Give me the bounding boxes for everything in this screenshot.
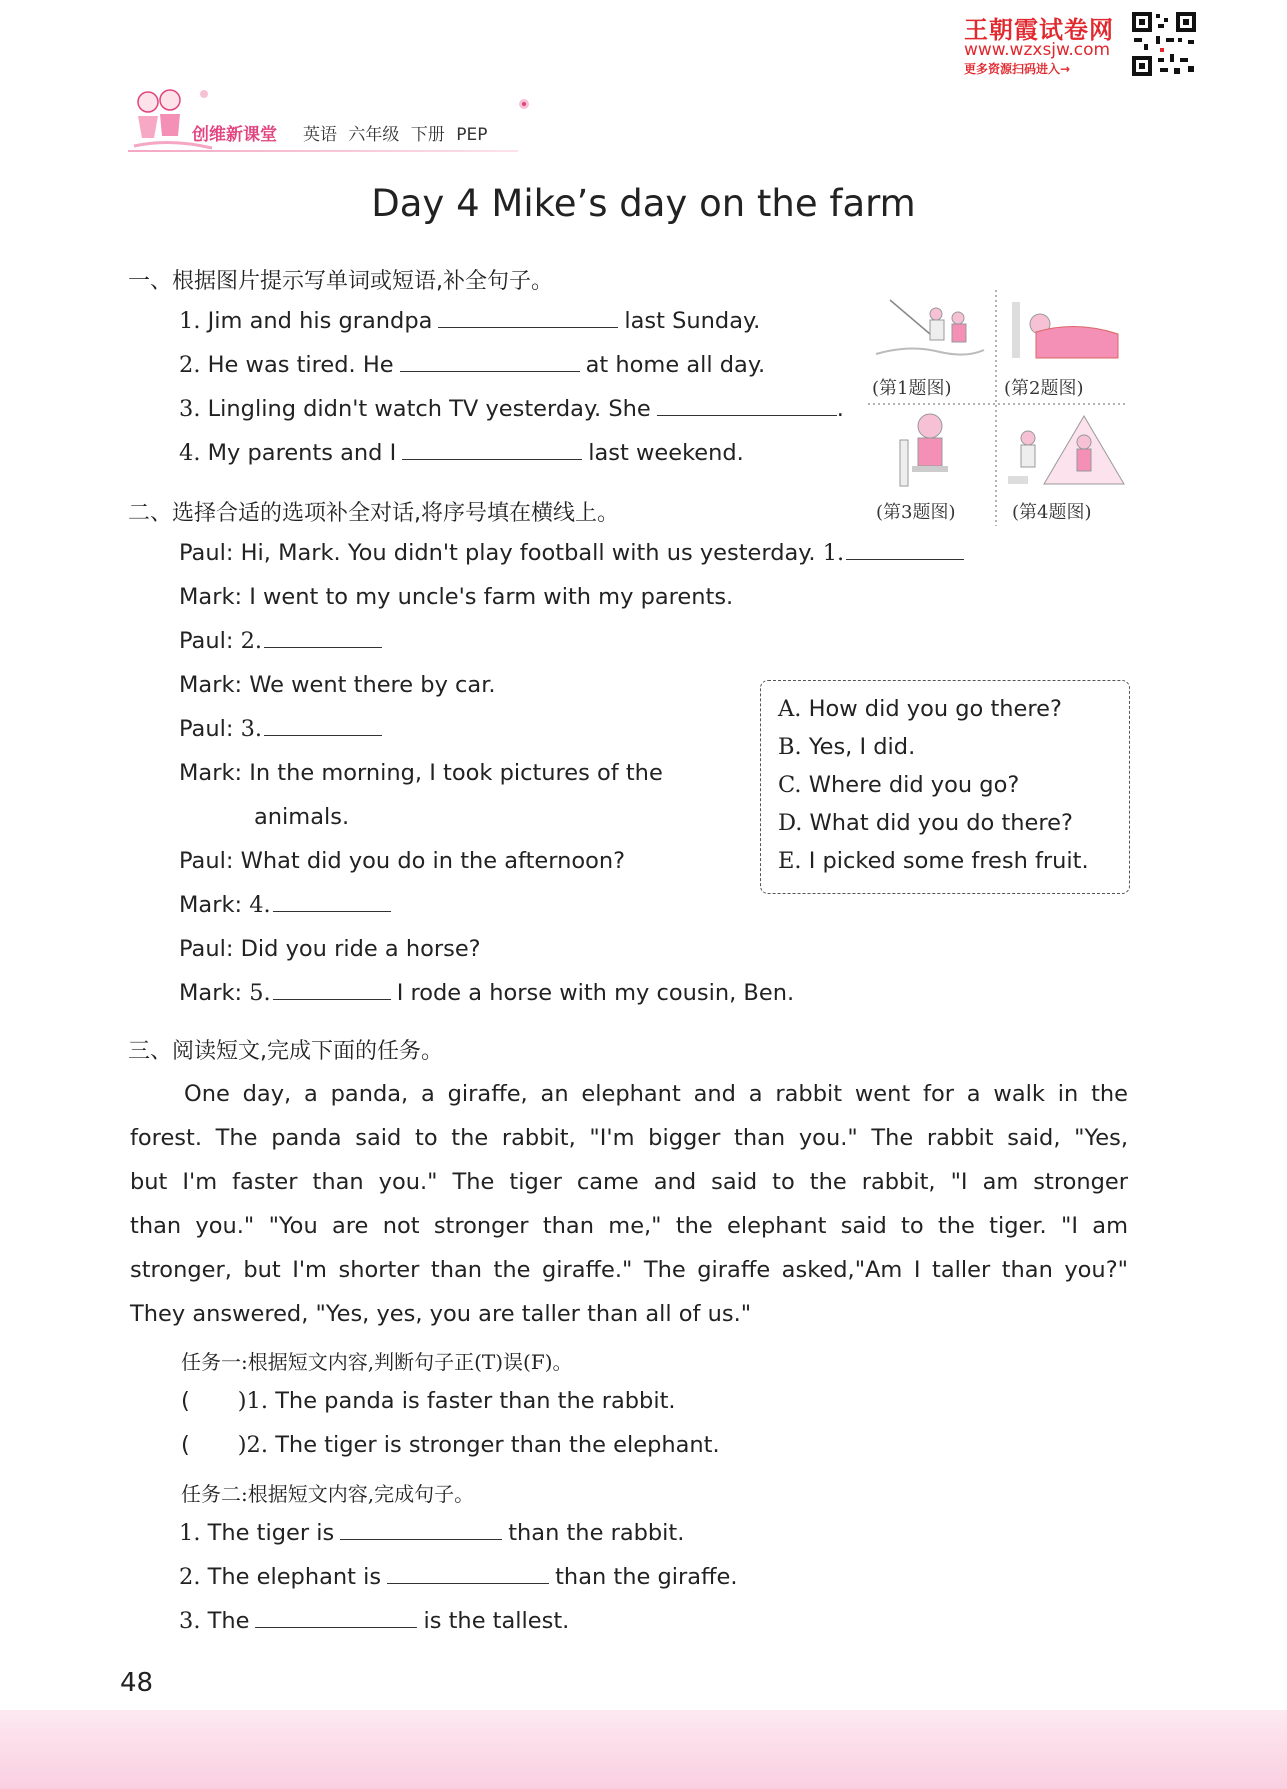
task1-item-2: ( )2. The tiger is stronger than the elephant.: [181, 1432, 720, 1458]
s1-item-4: 4. My parents and I last weekend.: [179, 440, 744, 466]
answer-blank[interactable]: [340, 1521, 502, 1540]
caption-2: (第2题图): [1004, 378, 1084, 399]
section3-heading: 三、阅读短文,完成下面的任务。: [128, 1039, 443, 1064]
option-e: E. I picked some fresh fruit.: [778, 848, 1089, 874]
option-d: D. What did you do there?: [778, 810, 1073, 836]
answer-blank[interactable]: [402, 441, 582, 460]
answer-blank[interactable]: [264, 629, 382, 648]
dialogue-line: Paul: Hi, Mark. You didn't play football with us yesterday. 1.: [179, 540, 970, 566]
watermark-brand: 王朝霞试卷网: [964, 16, 1114, 44]
course-info: 英语 六年级 下册 PEP: [303, 125, 488, 145]
passage-line: stronger, but I'm shorter than the giraffe." The giraffe asked,"Am I taller than you?": [130, 1257, 1128, 1283]
dialogue-line: Paul: What did you do in the afternoon?: [179, 848, 626, 874]
dialogue-line: Paul: 2.: [179, 628, 388, 654]
option-b: B. Yes, I did.: [778, 734, 916, 760]
qr-code-icon[interactable]: [1130, 10, 1198, 78]
dialogue-line: Mark: We went there by car.: [179, 672, 496, 698]
page-title: Day 4 Mike’s day on the farm: [371, 182, 916, 225]
fishing-scene-icon: [870, 294, 988, 366]
answer-blank[interactable]: [264, 717, 382, 736]
s1-item-3: 3. Lingling didn't watch TV yesterday. She .: [179, 396, 844, 422]
option-c: C. Where did you go?: [778, 772, 1020, 798]
answer-blank[interactable]: [387, 1565, 549, 1584]
answer-paren[interactable]: (: [181, 1388, 190, 1414]
page-number: 48: [120, 1668, 154, 1698]
dialogue-line: Mark: In the morning, I took pictures of the: [179, 760, 663, 786]
watermark-more: 更多资源扫码进入→: [964, 62, 1071, 76]
passage-line: than you." "You are not stronger than me," the elephant said to the tiger. "I am: [130, 1213, 1128, 1239]
camping-scene-icon: [1004, 408, 1126, 490]
answer-blank[interactable]: [846, 541, 964, 560]
s1-item-2: 2. He was tired. He at home all day.: [179, 352, 766, 378]
section1-heading: 一、根据图片提示写单词或短语,补全句子。: [128, 269, 553, 294]
section2-heading: 二、选择合适的选项补全对话,将序号填在横线上。: [128, 501, 619, 526]
dialogue-line: Mark: I went to my uncle's farm with my parents.: [179, 584, 734, 610]
series-name: 创维新课堂: [192, 125, 277, 145]
task2-item-1: 1. The tiger is than the rabbit.: [179, 1520, 685, 1546]
s1-item-1: 1. Jim and his grandpa last Sunday.: [179, 308, 761, 334]
dialogue-line: animals.: [254, 804, 350, 830]
task1-item-1: ( )1. The panda is faster than the rabbit.: [181, 1388, 676, 1414]
header-divider: [128, 150, 518, 152]
passage-line: but I'm faster than you." The tiger came and said to the rabbit, "I am stronger: [130, 1169, 1128, 1195]
answer-blank[interactable]: [657, 397, 837, 416]
caption-1: (第1题图): [872, 378, 952, 399]
passage-line: One day, a panda, a giraffe, an elephant and a rabbit went for a walk in the: [184, 1081, 1128, 1107]
task2-item-3: 3. The is the tallest.: [179, 1608, 570, 1634]
passage-line: They answered, "Yes, yes, you are taller than all of us.": [130, 1301, 752, 1327]
answer-paren[interactable]: (: [181, 1432, 190, 1458]
task2-item-2: 2. The elephant is than the giraffe.: [179, 1564, 738, 1590]
flower-icon: [512, 92, 536, 116]
dialogue-line: Paul: 3.: [179, 716, 388, 742]
dialogue-line: Mark: 5. I rode a horse with my cousin, Ben.: [179, 980, 795, 1006]
caption-4: (第4题图): [1012, 502, 1092, 523]
picture-grid: [868, 290, 1128, 526]
passage-line: forest. The panda said to the rabbit, "I'm bigger than you." The rabbit said, "Yes,: [130, 1125, 1128, 1151]
dialogue-line: Mark: 4.: [179, 892, 397, 918]
dialogue-line: Paul: Did you ride a horse?: [179, 936, 481, 962]
footer-band: [0, 1710, 1287, 1789]
answer-blank[interactable]: [273, 981, 391, 1000]
answer-blank[interactable]: [400, 353, 580, 372]
answer-blank[interactable]: [255, 1609, 417, 1628]
answer-blank[interactable]: [438, 309, 618, 328]
reading-girl-icon: [890, 410, 970, 490]
watermark-url[interactable]: www.wzxsjw.com: [964, 40, 1111, 60]
option-a: A. How did you go there?: [778, 696, 1062, 722]
reading-passage: [130, 1072, 1128, 1336]
task2-heading: 任务二:根据短文内容,完成句子。: [181, 1482, 475, 1506]
task1-heading: 任务一:根据短文内容,判断句子正(T)误(F)。: [181, 1350, 573, 1374]
caption-3: (第3题图): [876, 502, 956, 523]
answer-blank[interactable]: [273, 893, 391, 912]
sleeping-child-icon: [1006, 294, 1124, 366]
